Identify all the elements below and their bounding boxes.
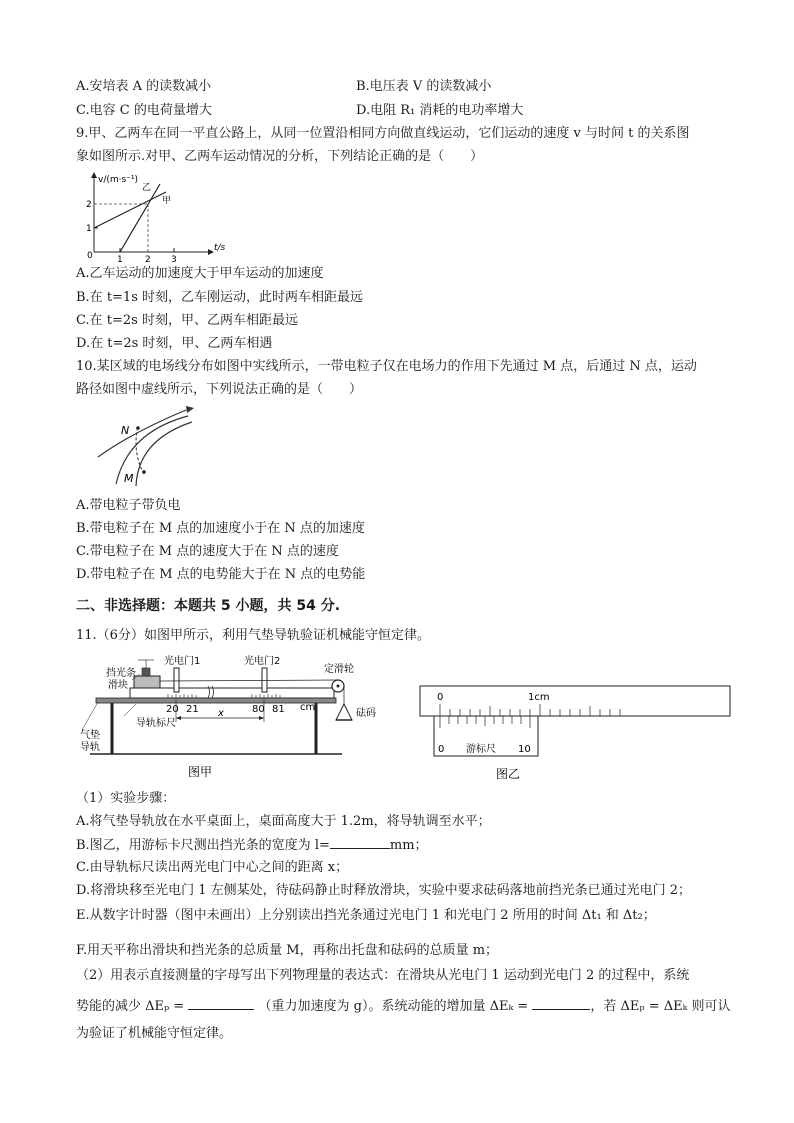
graph-x-tick-3: 3 [171, 255, 177, 265]
caption-yi: 图乙 [496, 767, 521, 781]
q9-vt-graph [80, 170, 226, 265]
potential-energy-label: 势能的减少 ΔEₚ = [76, 999, 185, 1014]
graph-label-yi: 乙 [142, 183, 152, 193]
graph-x-tick-1: 1 [117, 255, 123, 265]
kinetic-energy-blank[interactable] [532, 997, 590, 1010]
q10-option-a: A.带电粒子带负电 [76, 498, 181, 513]
q10-stem-line2: 路径如图中虚线所示，下列说法正确的是（ ） [76, 382, 363, 397]
q8-option-d: D.电阻 R₁ 消耗的电功率增大 [356, 103, 524, 118]
label-hua: 滑块 [108, 680, 128, 691]
width-answer-blank[interactable] [330, 836, 390, 849]
scale-81: 81 [272, 704, 285, 715]
conclusion-text: ，若 ΔEₚ = ΔEₖ 则可认 [590, 999, 731, 1014]
q9-option-c: C.在 t=2s 时刻，甲、乙两车相距最远 [76, 313, 298, 328]
q9-option-d: D.在 t=2s 时刻，甲、乙两车相遇 [76, 336, 273, 351]
vernier-label: 游标尺 [466, 744, 496, 755]
q9-stem-line2: 象如图所示.对甲、乙两车运动情况的分析，下列结论正确的是（ ） [76, 149, 484, 164]
q11-step-d: D.将滑块移至光电门 1 左侧某处，待砝码静止时释放滑块，实验中要求砝码落地前挡光条已通过光电门 2； [76, 883, 692, 898]
q11-step-c: C.由导轨标尺读出两光电门中心之间的距离 x； [76, 860, 349, 875]
section-heading: 二、非选择题：本题共 5 小题，共 54 分. [76, 598, 341, 614]
q11-step-f: F.用天平称出滑块和挡光条的总质量 M，再称出托盘和砝码的总质量 m； [76, 943, 499, 958]
label-zhe: 挡光条 [106, 668, 136, 679]
q11-stem: 11.（6分）如图甲所示，利用气垫导轨验证机械能守恒定律。 [76, 628, 430, 643]
q8-option-b: B.电压表 V 的读数减小 [356, 79, 492, 94]
graph-y-tick-2: 2 [86, 200, 92, 210]
q11-figure-yi [420, 682, 730, 780]
q10-stem-line1: 10.某区域的电场线分布如图中实线所示，一带电粒子仅在电场力的作用下先通过 M 点，后通过 N 点，运动 [76, 359, 697, 374]
label-track2: 导轨 [80, 742, 100, 753]
q10-option-b: B.带电粒子在 M 点的加速度小于在 N 点的加速度 [76, 521, 365, 536]
vernier-0: 0 [438, 744, 445, 755]
q9-option-b: B.在 t=1s 时刻，乙车刚运动，此时两车相距最远 [76, 290, 364, 305]
q8-option-a: A.安培表 A 的读数减小 [76, 79, 212, 94]
q9-stem-line1: 9.甲、乙两车在同一平直公路上，从同一位置沿相同方向做直线运动，它们运动的速度 v 与时间 t 的关系图 [76, 126, 690, 141]
step-b-text: B.图乙，用游标卡尺测出挡光条的宽度为 l= [76, 838, 330, 853]
q8-option-c: C.电容 C 的电荷量增大 [76, 103, 212, 118]
graph-label-jia: 甲 [162, 196, 172, 206]
graph-x-axis-label: t/s [214, 243, 226, 253]
point-n-label: N [121, 424, 130, 437]
main-scale-1cm: 1cm [528, 692, 550, 703]
q10-option-d: D.带电粒子在 M 点的电势能大于在 N 点的电势能 [76, 567, 366, 582]
q11-part2-line1: （2）用表示直接测量的字母写出下列物理量的表达式：在滑块从光电门 1 运动到光电门 2 的过程中，系统 [76, 968, 690, 983]
label-pulley: 定滑轮 [324, 664, 354, 675]
x-mark: x [218, 708, 224, 719]
main-scale-0: 0 [437, 692, 444, 703]
label-weight: 砝码 [356, 708, 376, 719]
caption-jia: 图甲 [188, 765, 213, 779]
label-gate2: 光电门2 [244, 656, 281, 667]
q11-step-b [76, 836, 428, 855]
scale-80: 80 [252, 704, 265, 715]
scale-20: 20 [166, 704, 179, 715]
q10-option-c: C.带电粒子在 M 点的速度大于在 N 点的速度 [76, 544, 339, 559]
graph-y-tick-1: 1 [86, 224, 92, 234]
q11-part2-line2 [76, 997, 731, 1016]
graph-y-axis-label: v/(m·s⁻¹) [98, 175, 139, 185]
label-scale: 导轨标尺 [136, 718, 176, 729]
q10-field-figure [88, 402, 198, 492]
scale-unit: cm [300, 702, 316, 713]
q11-figure-jia [80, 650, 376, 780]
label-track1: 气垫 [80, 730, 100, 741]
q11-part2-line3: 为验证了机械能守恒定律。 [76, 1026, 233, 1041]
kinetic-energy-label: （重力加速度为 g）。系统动能的增加量 ΔEₖ = [258, 999, 529, 1014]
point-m-label: M [124, 472, 134, 485]
step-b-unit: mm； [389, 838, 428, 853]
potential-energy-blank[interactable] [188, 997, 254, 1010]
graph-origin: 0 [87, 251, 93, 261]
vernier-10: 10 [518, 744, 531, 755]
q9-option-a: A.乙车运动的加速度大于甲车运动的加速度 [76, 266, 324, 281]
scale-21: 21 [186, 704, 199, 715]
graph-x-tick-2: 2 [145, 255, 151, 265]
q11-steps-title: （1）实验步骤： [76, 791, 176, 806]
q11-step-e: E.从数字计时器（图中未画出）上分别读出挡光条通过光电门 1 和光电门 2 所用的时间 Δt₁ 和 Δt₂； [76, 908, 656, 923]
q11-step-a: A.将气垫导轨放在水平桌面上，桌面高度大于 1.2m，将导轨调至水平； [76, 814, 491, 829]
label-gate1: 光电门1 [164, 656, 201, 667]
